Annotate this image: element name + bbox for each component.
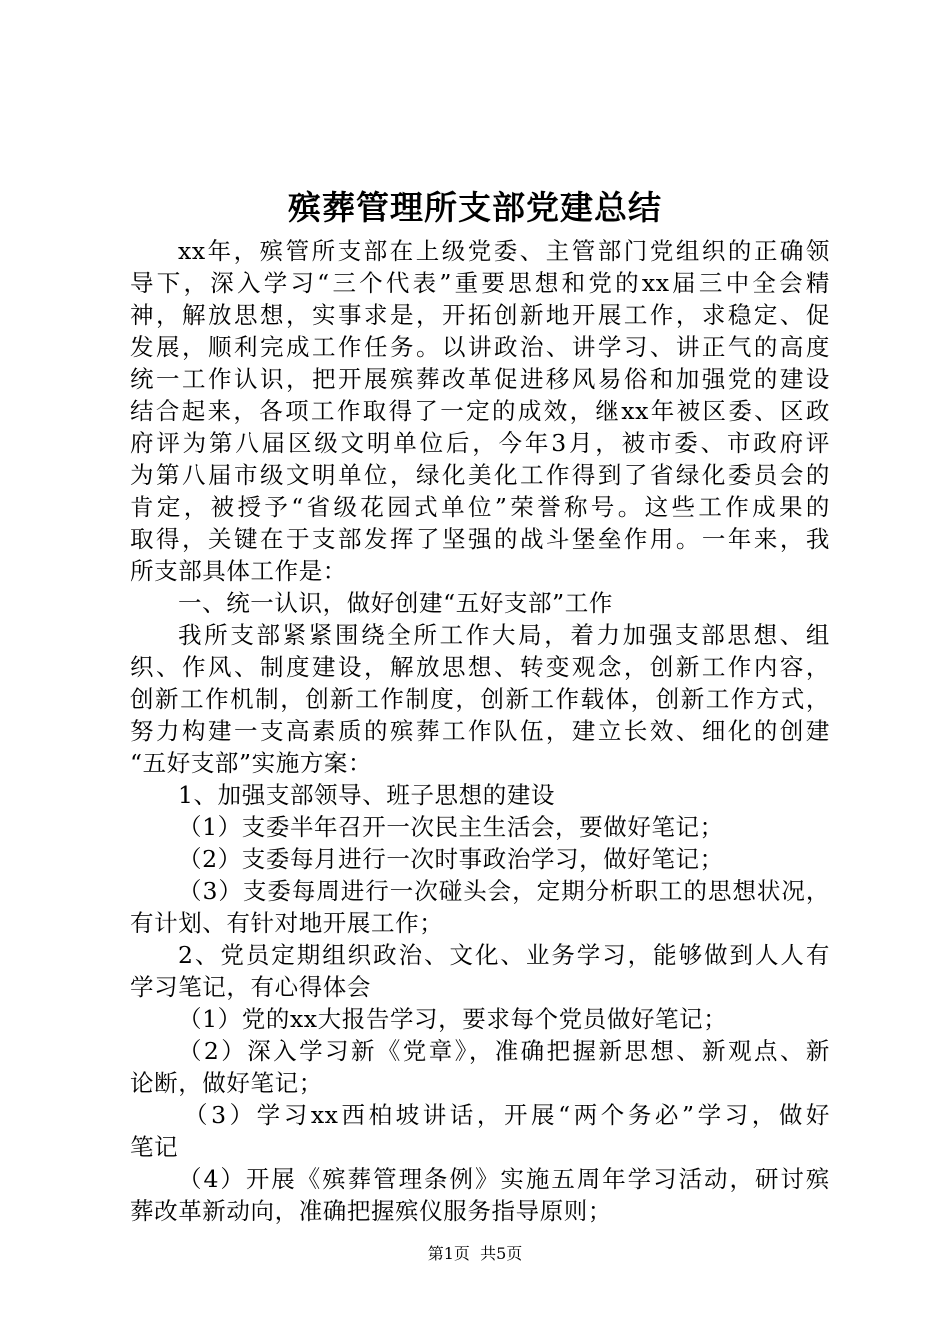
list-item-1-1: （1）支委半年召开一次民主生活会，要做好笔记；	[178, 813, 724, 841]
list-item-2-1: （1）党的xx大报告学习，要求每个党员做好笔记；	[178, 1005, 728, 1033]
body-line-12: 我所支部紧紧围绕全所工作大局，着力加强支部思想、组	[178, 621, 830, 649]
list-item-2-2-cont: 论断，做好笔记；	[130, 1069, 323, 1097]
subheading-2: 2、党员定期组织政治、文化、业务学习，能够做到人人有	[178, 941, 830, 969]
body-line-1: xx年，殡管所支部在上级党委、主管部门党组织的正确领	[178, 237, 830, 265]
body-line-3: 神，解放思想，实事求是，开拓创新地开展工作，求稳定、促	[130, 301, 830, 329]
body-line-9: 肯定，被授予“省级花园式单位”荣誉称号。这些工作成果的	[130, 493, 830, 521]
list-item-2-3-cont: 笔记	[130, 1133, 179, 1161]
document-title: 殡葬管理所支部党建总结	[288, 188, 662, 227]
list-item-2-3: （3）学习xx西柏坡讲话，开展“两个务必”学习，做好	[184, 1101, 830, 1129]
body-line-11: 所支部具体工作是：	[130, 557, 347, 585]
list-item-1-2: （2）支委每月进行一次时事政治学习，做好笔记；	[178, 845, 724, 873]
body-line-10: 取得，关键在于支部发挥了坚强的战斗堡垒作用。一年来，我	[130, 525, 830, 553]
list-item-1-3-cont: 有计划、有针对地开展工作；	[130, 909, 444, 937]
list-item-2-2: （2）深入学习新《党章》，准确把握新思想、新观点、新	[178, 1037, 830, 1065]
section-heading-1: 一、统一认识，做好创建“五好支部”工作	[178, 589, 613, 617]
body-line-7: 府评为第八届区级文明单位后，今年3月，被市委、市政府评	[130, 429, 830, 457]
body-line-2: 导下，深入学习“三个代表”重要思想和党的xx届三中全会精	[130, 269, 830, 297]
body-line-16: “五好支部”实施方案：	[130, 749, 373, 777]
body-line-6: 结合起来，各项工作取得了一定的成效，继xx年被区委、区政	[130, 397, 830, 425]
body-line-15: 努力构建一支高素质的殡葬工作队伍，建立长效、细化的创建	[130, 717, 830, 745]
list-item-2-4: （4）开展《殡葬管理条例》实施五周年学习活动，研讨殡	[178, 1165, 830, 1193]
page-footer: 第1页 共5页	[427, 1244, 523, 1263]
body-line-5: 统一工作认识，把开展殡葬改革促进移风易俗和加强党的建设	[130, 365, 830, 393]
body-line-14: 创新工作机制，创新工作制度，创新工作载体，创新工作方式，	[130, 685, 830, 713]
subheading-1: 1、加强支部领导、班子思想的建设	[178, 781, 556, 809]
list-item-2-4-cont: 葬改革新动向，准确把握殡仪服务指导原则；	[130, 1197, 612, 1225]
subheading-2-cont: 学习笔记，有心得体会	[130, 973, 371, 1001]
body-line-13: 织、作风、制度建设，解放思想、转变观念，创新工作内容，	[130, 653, 830, 681]
body-line-4: 发展，顺利完成工作任务。以讲政治、讲学习、讲正气的高度	[130, 333, 830, 361]
list-item-1-3: （3）支委每周进行一次碰头会，定期分析职工的思想状况，	[178, 877, 830, 905]
body-line-8: 为第八届市级文明单位，绿化美化工作得到了省绿化委员会的	[130, 461, 830, 489]
